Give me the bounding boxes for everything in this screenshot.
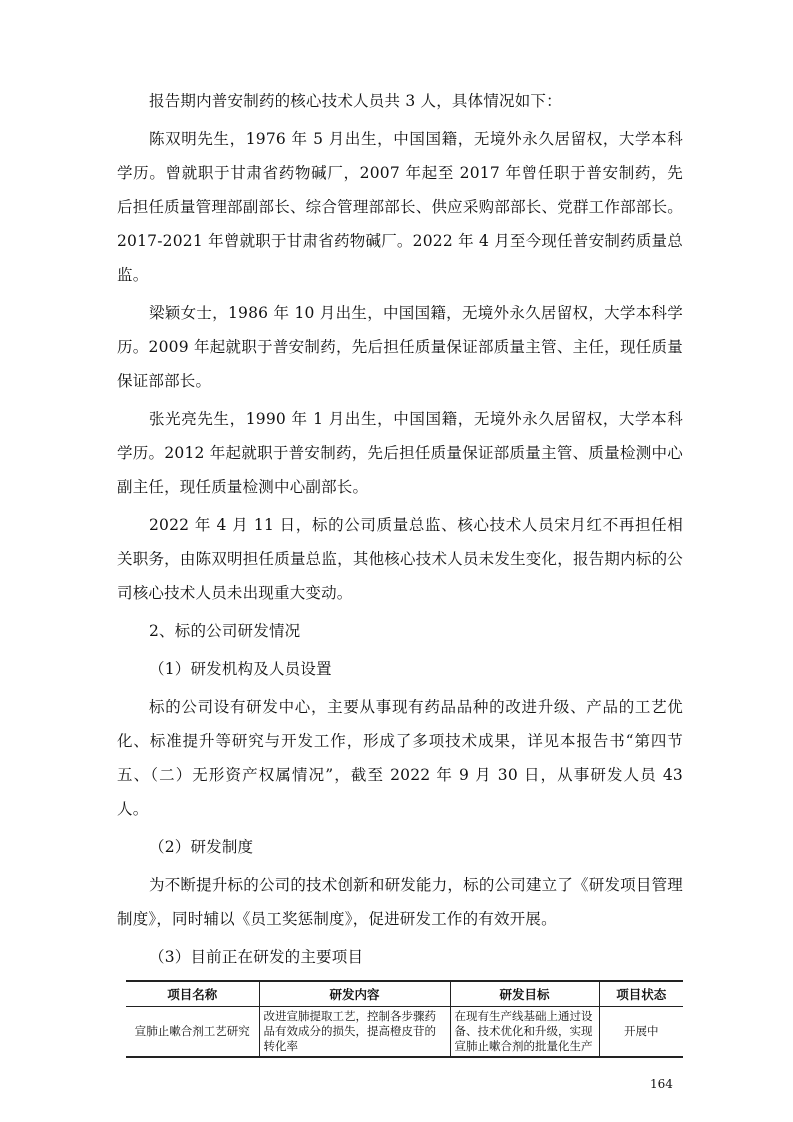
header-project-status: 项目状态 <box>599 981 683 1007</box>
cell-rd-goal: 在现有生产线基础上通过设备、技术优化和升级，实现宣肺止嗽合剂的批量化生产 <box>450 1007 599 1058</box>
paragraph-zhang: 张光亮先生，1990 年 1 月出生，中国国籍，无境外永久居留权，大学本科学历。2012 年起就职于普安制药，先后担任质量保证部质量主管、质量检测中心副主任，现任质量检测中心副部长。 <box>117 410 683 496</box>
paragraph-rd-system: 为不断提升标的公司的技术创新和研发能力，标的公司建立了《研发项目管理制度》，同时辅以《员工奖惩制度》，促进研发工作的有效开展。 <box>117 876 683 928</box>
section-heading-rd: 2、标的公司研发情况 <box>149 622 301 640</box>
subheading-rd-projects: （3）目前正在研发的主要项目 <box>149 948 364 966</box>
cell-project-name: 宣肺止嗽合剂工艺研究 <box>126 1007 259 1058</box>
header-rd-goal: 研发目标 <box>450 981 599 1007</box>
cell-project-status: 开展中 <box>599 1007 683 1058</box>
page-number: 164 <box>650 1077 673 1091</box>
table-row <box>126 1007 683 1058</box>
document-body <box>117 0 683 1092</box>
subheading-rd-system: （2）研发制度 <box>149 838 254 856</box>
paragraph-change: 2022 年 4 月 11 日，标的公司质量总监、核心技术人员宋月红不再担任相关职务，由陈双明担任质量总监，其他核心技术人员未发生变化，报告期内标的公司核心技术人员未出现重大变动。 <box>117 516 683 602</box>
cell-rd-content: 改进宣肺提取工艺，控制各步骤药品有效成分的损失，提高橙皮苷的转化率 <box>259 1007 450 1058</box>
paragraph-core-staff-intro: 报告期内普安制药的核心技术人员共 3 人，具体情况如下： <box>149 92 562 110</box>
header-rd-content: 研发内容 <box>259 981 450 1007</box>
paragraph-liang: 梁颖女士，1986 年 10 月出生，中国国籍，无境外永久居留权，大学本科学历。2009 年起就职于普安制药，先后担任质量保证部质量主管、主任，现任质量保证部部长。 <box>117 304 683 390</box>
subheading-rd-org: （1）研发机构及人员设置 <box>149 660 332 678</box>
rd-projects-table <box>126 980 683 1058</box>
header-project-name: 项目名称 <box>126 981 259 1007</box>
paragraph-rd-center: 标的公司设有研发中心，主要从事现有药品品种的改进升级、产品的工艺优化、标准提升等研究与开发工作，形成了多项技术成果，详见本报告书“第四节五、（二）无形资产权属情况”，截至 2022 年 9 月 30 日，从事研发人员 43 人。 <box>117 698 683 818</box>
paragraph-chen: 陈双明先生，1976 年 5 月出生，中国国籍，无境外永久居留权，大学本科学历。曾就职于甘肃省药物碱厂，2007 年起至 2017 年曾任职于普安制药，先后担任质量管理部副部长、综合管理部部长、供应采购部部长、党群工作部部长。2017-2021 年曾就职于甘肃省药物碱厂。2022 年 4 月至今现任普安制药质量总监。 <box>117 130 683 284</box>
table-header-row <box>126 981 683 1007</box>
